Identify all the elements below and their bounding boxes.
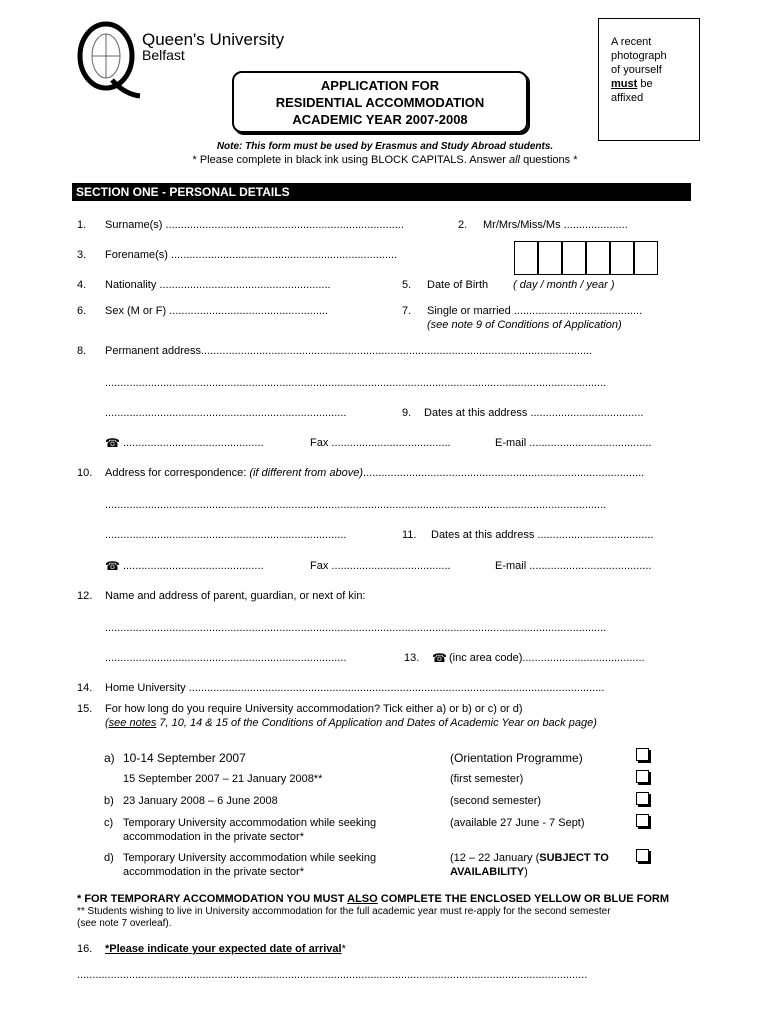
option-b-checkbox[interactable] <box>636 792 649 805</box>
dob-box[interactable] <box>634 241 658 275</box>
kin-address-line[interactable]: ............................................................................... <box>105 652 347 664</box>
form-note: Note: This form must be used by Erasmus and Study Abroad students. <box>216 141 554 152</box>
option-d-checkbox[interactable] <box>636 849 649 862</box>
next-of-kin-label: Name and address of parent, guardian, or next of kin: <box>105 590 366 602</box>
q15-question: For how long do you require University accommodation? Tick either a) or b) or c) or d) <box>105 703 523 715</box>
forename-field[interactable]: Forename(s) .......................................................................... <box>105 249 398 261</box>
option-a-text: 10-14 September 2007 <box>123 751 246 765</box>
option-c-note: (available 27 June - 7 Sept) <box>450 817 585 829</box>
section-title: SECTION ONE - PERSONAL DETAILS <box>72 183 691 201</box>
marital-field[interactable]: Single or married .......................................... <box>427 305 643 317</box>
option-a-checkbox[interactable] <box>636 748 649 761</box>
phone-icon: ☎ <box>105 436 120 450</box>
form-instructions: * Please complete in black ink using BLOCK CAPITALS. Answer all questions * <box>192 154 578 166</box>
address-line[interactable]: .................................................................................................................................................................... <box>105 499 607 511</box>
dob-box[interactable] <box>514 241 538 275</box>
phone-icon: ☎ <box>105 559 120 573</box>
email-field[interactable]: E-mail ........................................ <box>495 437 652 449</box>
option-c-text2: accommodation in the private sector* <box>123 831 304 843</box>
title-field[interactable]: Mr/Mrs/Miss/Ms ..................... <box>483 219 628 231</box>
dob-box[interactable] <box>562 241 586 275</box>
dob-box[interactable] <box>610 241 634 275</box>
fax-field[interactable]: Fax ....................................... <box>310 560 451 572</box>
option-c-text: Temporary University accommodation while seeking <box>123 817 377 829</box>
photo-placeholder[interactable]: A recent photograph of yourself must be affixed <box>598 18 700 141</box>
correspondence-address-field[interactable]: Address for correspondence: (if different from above)............................................................................................ <box>105 467 645 479</box>
permanent-address-field[interactable]: Permanent address................................................................................................................................ <box>105 345 593 357</box>
option-c-checkbox[interactable] <box>636 814 649 827</box>
form-title: APPLICATION FOR RESIDENTIAL ACCOMMODATION ACADEMIC YEAR 2007-2008 <box>232 71 528 133</box>
nationality-field[interactable]: Nationality ........................................................ <box>105 279 331 291</box>
kin-phone-field[interactable]: (inc area code)........................................ <box>449 652 645 664</box>
option-b-note: (second semester) <box>450 795 542 807</box>
dob-hint: ( day / month / year ) <box>513 279 615 291</box>
option-a2-checkbox[interactable] <box>636 770 649 783</box>
option-d-text: Temporary University accommodation while seeking <box>123 852 377 864</box>
fax-field[interactable]: Fax ....................................... <box>310 437 451 449</box>
dob-box[interactable] <box>586 241 610 275</box>
surname-field[interactable]: Surname(s) .............................................................................. <box>105 219 404 231</box>
address-line[interactable]: ............................................................................... <box>105 407 347 419</box>
email-field[interactable]: E-mail ........................................ <box>495 560 652 572</box>
option-b-text: 23 January 2008 – 6 June 2008 <box>123 795 278 807</box>
sex-field[interactable]: Sex (M or F) .................................................... <box>105 305 329 317</box>
university-name: Queen's University <box>142 30 285 49</box>
home-university-field[interactable]: Home University ........................................................................................................................................ <box>105 682 605 694</box>
dates-at-address-field[interactable]: Dates at this address ...................................... <box>431 529 654 541</box>
phone-field[interactable]: .............................................. <box>123 560 264 572</box>
option-a2-text: 15 September 2007 – 21 January 2008** <box>123 773 323 785</box>
arrival-label: *Please indicate your expected date of arrival* <box>105 943 346 955</box>
students-notice-2: (see note 7 overleaf). <box>77 918 172 929</box>
option-d-text2: accommodation in the private sector* <box>123 866 304 878</box>
kin-address-line[interactable]: .................................................................................................................................................................... <box>105 622 607 634</box>
option-d-note: (12 – 22 January (SUBJECT TO <box>450 852 609 864</box>
option-d-note2: AVAILABILITY) <box>450 866 528 878</box>
phone-icon: ☎ <box>432 651 447 665</box>
option-a2-note: (first semester) <box>450 773 524 785</box>
address-line[interactable]: .................................................................................................................................................................... <box>105 377 607 389</box>
students-notice: ** Students wishing to live in University accommodation for the full academic year must re-apply for the second semester <box>77 906 611 917</box>
marital-note: (see note 9 of Conditions of Application) <box>427 319 622 331</box>
q15-note: (see notes 7, 10, 14 & 15 of the Conditions of Application and Dates of Academic Year on back page) <box>105 717 597 729</box>
dob-box[interactable] <box>538 241 562 275</box>
temporary-notice: * FOR TEMPORARY ACCOMMODATION YOU MUST ALSO COMPLETE THE ENCLOSED YELLOW OR BLUE FORM <box>77 893 669 905</box>
phone-field[interactable]: .............................................. <box>123 437 264 449</box>
dates-at-address-field[interactable]: Dates at this address ..................................... <box>424 407 644 419</box>
university-crest-icon <box>72 20 142 100</box>
arrival-date-field[interactable]: ....................................................................................................................................................................... <box>77 969 588 981</box>
dob-label: Date of Birth <box>427 279 489 291</box>
address-line[interactable]: ............................................................................... <box>105 529 347 541</box>
university-location: Belfast <box>142 47 185 63</box>
option-a-note: (Orientation Programme) <box>450 751 583 765</box>
